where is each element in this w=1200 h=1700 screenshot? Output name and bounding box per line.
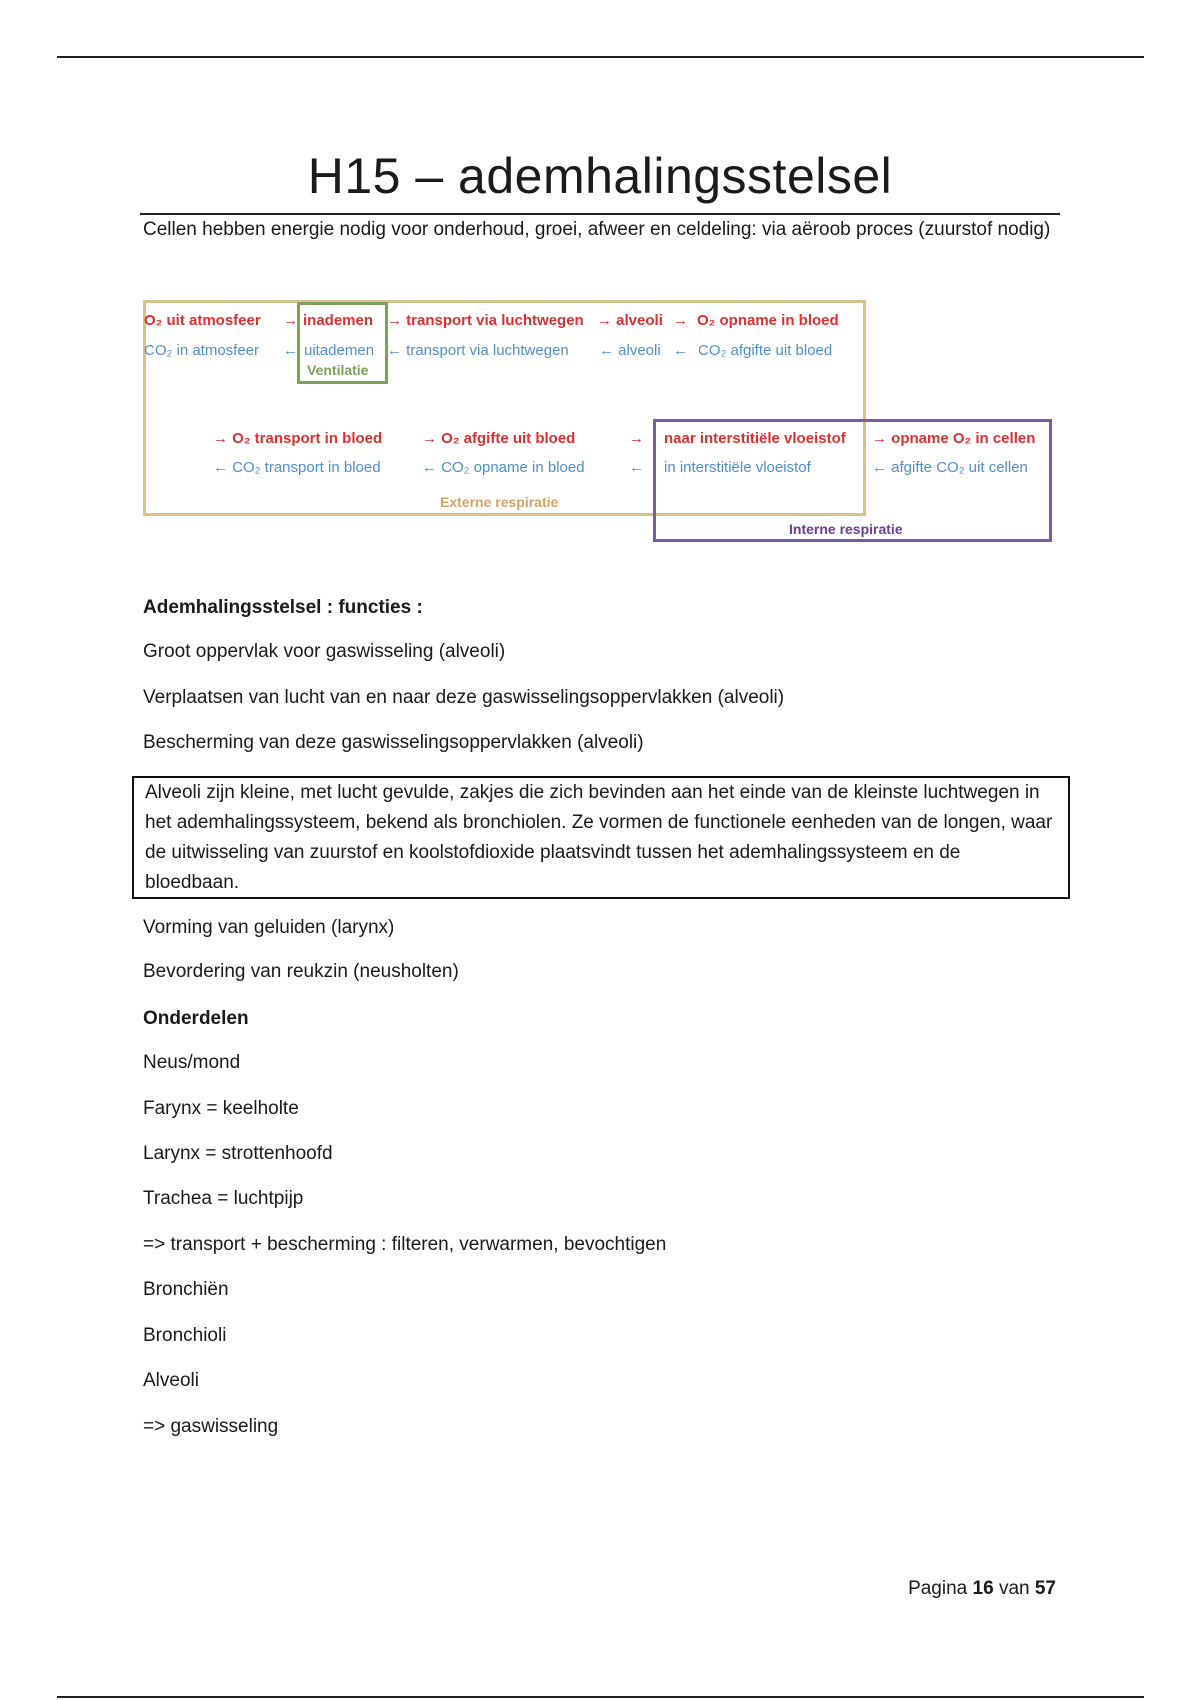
alveoli-blue: ← alveoli xyxy=(599,342,661,359)
alveoli-red: → alveoli xyxy=(597,312,663,329)
ventilatie-label: Ventilatie xyxy=(307,362,369,378)
o2-transport-bloed: → O₂ transport in bloed xyxy=(213,430,383,447)
page-prefix: Pagina xyxy=(908,1578,968,1599)
onderdeel-item: Neus/mond xyxy=(143,1052,241,1073)
onderdeel-item: Bronchioli xyxy=(143,1325,227,1346)
functies-heading: Ademhalingsstelsel : functies : xyxy=(143,597,423,618)
co2-transport-bloed: ← CO₂ transport in bloed xyxy=(213,459,381,476)
onderdeel-item: Farynx = keelholte xyxy=(143,1098,299,1119)
co2-in-atmosfeer: CO₂ in atmosfeer xyxy=(144,342,260,359)
row1-red-arrow: → xyxy=(283,312,298,329)
intro-paragraph: Cellen hebben energie nodig voor onderhoud, groei, afweer en celdeling: via aëroob proces (zuurstof nodig) xyxy=(143,219,1051,240)
onderdeel-item: Alveoli xyxy=(143,1370,199,1391)
functie-item: Groot oppervlak voor gaswisseling (alveoli) xyxy=(143,641,506,662)
naar-interstitiele-vloeistof: naar interstitiële vloeistof xyxy=(664,430,846,447)
o2-opname-bloed: O₂ opname in bloed xyxy=(697,312,839,329)
current-page: 16 xyxy=(972,1578,994,1599)
row1-blue-arrow: ← xyxy=(283,342,298,359)
onderdeel-item: => transport + bescherming : filteren, verwarmen, bevochtigen xyxy=(143,1234,667,1255)
row2-red-arrow: → xyxy=(629,430,644,447)
afgifte-co2-cellen: ← afgifte CO₂ uit cellen xyxy=(872,459,1028,476)
ventilatie-box xyxy=(297,302,388,384)
onderdeel-item: => gaswisseling xyxy=(143,1416,279,1437)
header-rule xyxy=(57,56,1144,58)
row2-blue-arrow: ← xyxy=(629,459,644,476)
functie-item: Verplaatsen van lucht van en naar deze gaswisselingsoppervlakken (alveoli) xyxy=(143,687,785,708)
page-middle: van xyxy=(998,1578,1030,1599)
functie-item: Vorming van geluiden (larynx) xyxy=(143,917,395,938)
onderdeel-item: Larynx = strottenhoofd xyxy=(143,1143,333,1164)
row1-red-arrow-2: → xyxy=(673,312,688,329)
onderdeel-item: Trachea = luchtpijp xyxy=(143,1188,304,1209)
interne-respiratie-label: Interne respiratie xyxy=(789,521,903,537)
footer-rule xyxy=(57,1696,1144,1698)
functie-item: Bescherming van deze gaswisselingsoppervlakken (alveoli) xyxy=(143,732,644,753)
transport-luchtwegen-red: → transport via luchtwegen xyxy=(387,312,584,329)
inademen: inademen xyxy=(303,312,374,329)
opname-o2-cellen: → opname O₂ in cellen xyxy=(872,430,1036,447)
co2-afgifte-bloed: CO₂ afgifte uit bloed xyxy=(698,342,833,359)
alveoli-callout: Alveoli zijn kleine, met lucht gevulde, zakjes die zich bevinden aan het einde van de kleinste luchtwegen in het ademhalingssysteem, bekend als bronchiolen. Ze vormen de functionele eenheden van de longen, waar de uitwisseling van zuurstof en koolstofdioxide plaatsvindt tussen het ademhalingssysteem en de bloedbaan. xyxy=(132,776,1070,899)
externe-respiratie-label: Externe respiratie xyxy=(440,494,559,510)
row1-blue-arrow-2: ← xyxy=(673,342,688,359)
page-number xyxy=(908,1578,1056,1600)
o2-afgifte-bloed: → O₂ afgifte uit bloed xyxy=(422,430,576,447)
transport-luchtwegen-blue: ← transport via luchtwegen xyxy=(387,342,569,359)
o2-uit-atmosfeer: O₂ uit atmosfeer xyxy=(144,312,261,329)
functie-item: Bevordering van reukzin (neusholten) xyxy=(143,961,459,982)
onderdeel-item: Bronchiën xyxy=(143,1279,229,1300)
page-title: H15 – ademhalingsstelsel xyxy=(307,148,893,204)
co2-opname-bloed: ← CO₂ opname in bloed xyxy=(422,459,585,476)
uitademen: uitademen xyxy=(304,342,375,359)
interne-respiratie-box xyxy=(653,419,1052,542)
total-pages: 57 xyxy=(1034,1578,1056,1599)
onderdelen-heading: Onderdelen xyxy=(143,1008,249,1029)
externe-respiratie-box xyxy=(143,300,866,516)
in-interstitiele-vloeistof: in interstitiële vloeistof xyxy=(664,459,811,476)
